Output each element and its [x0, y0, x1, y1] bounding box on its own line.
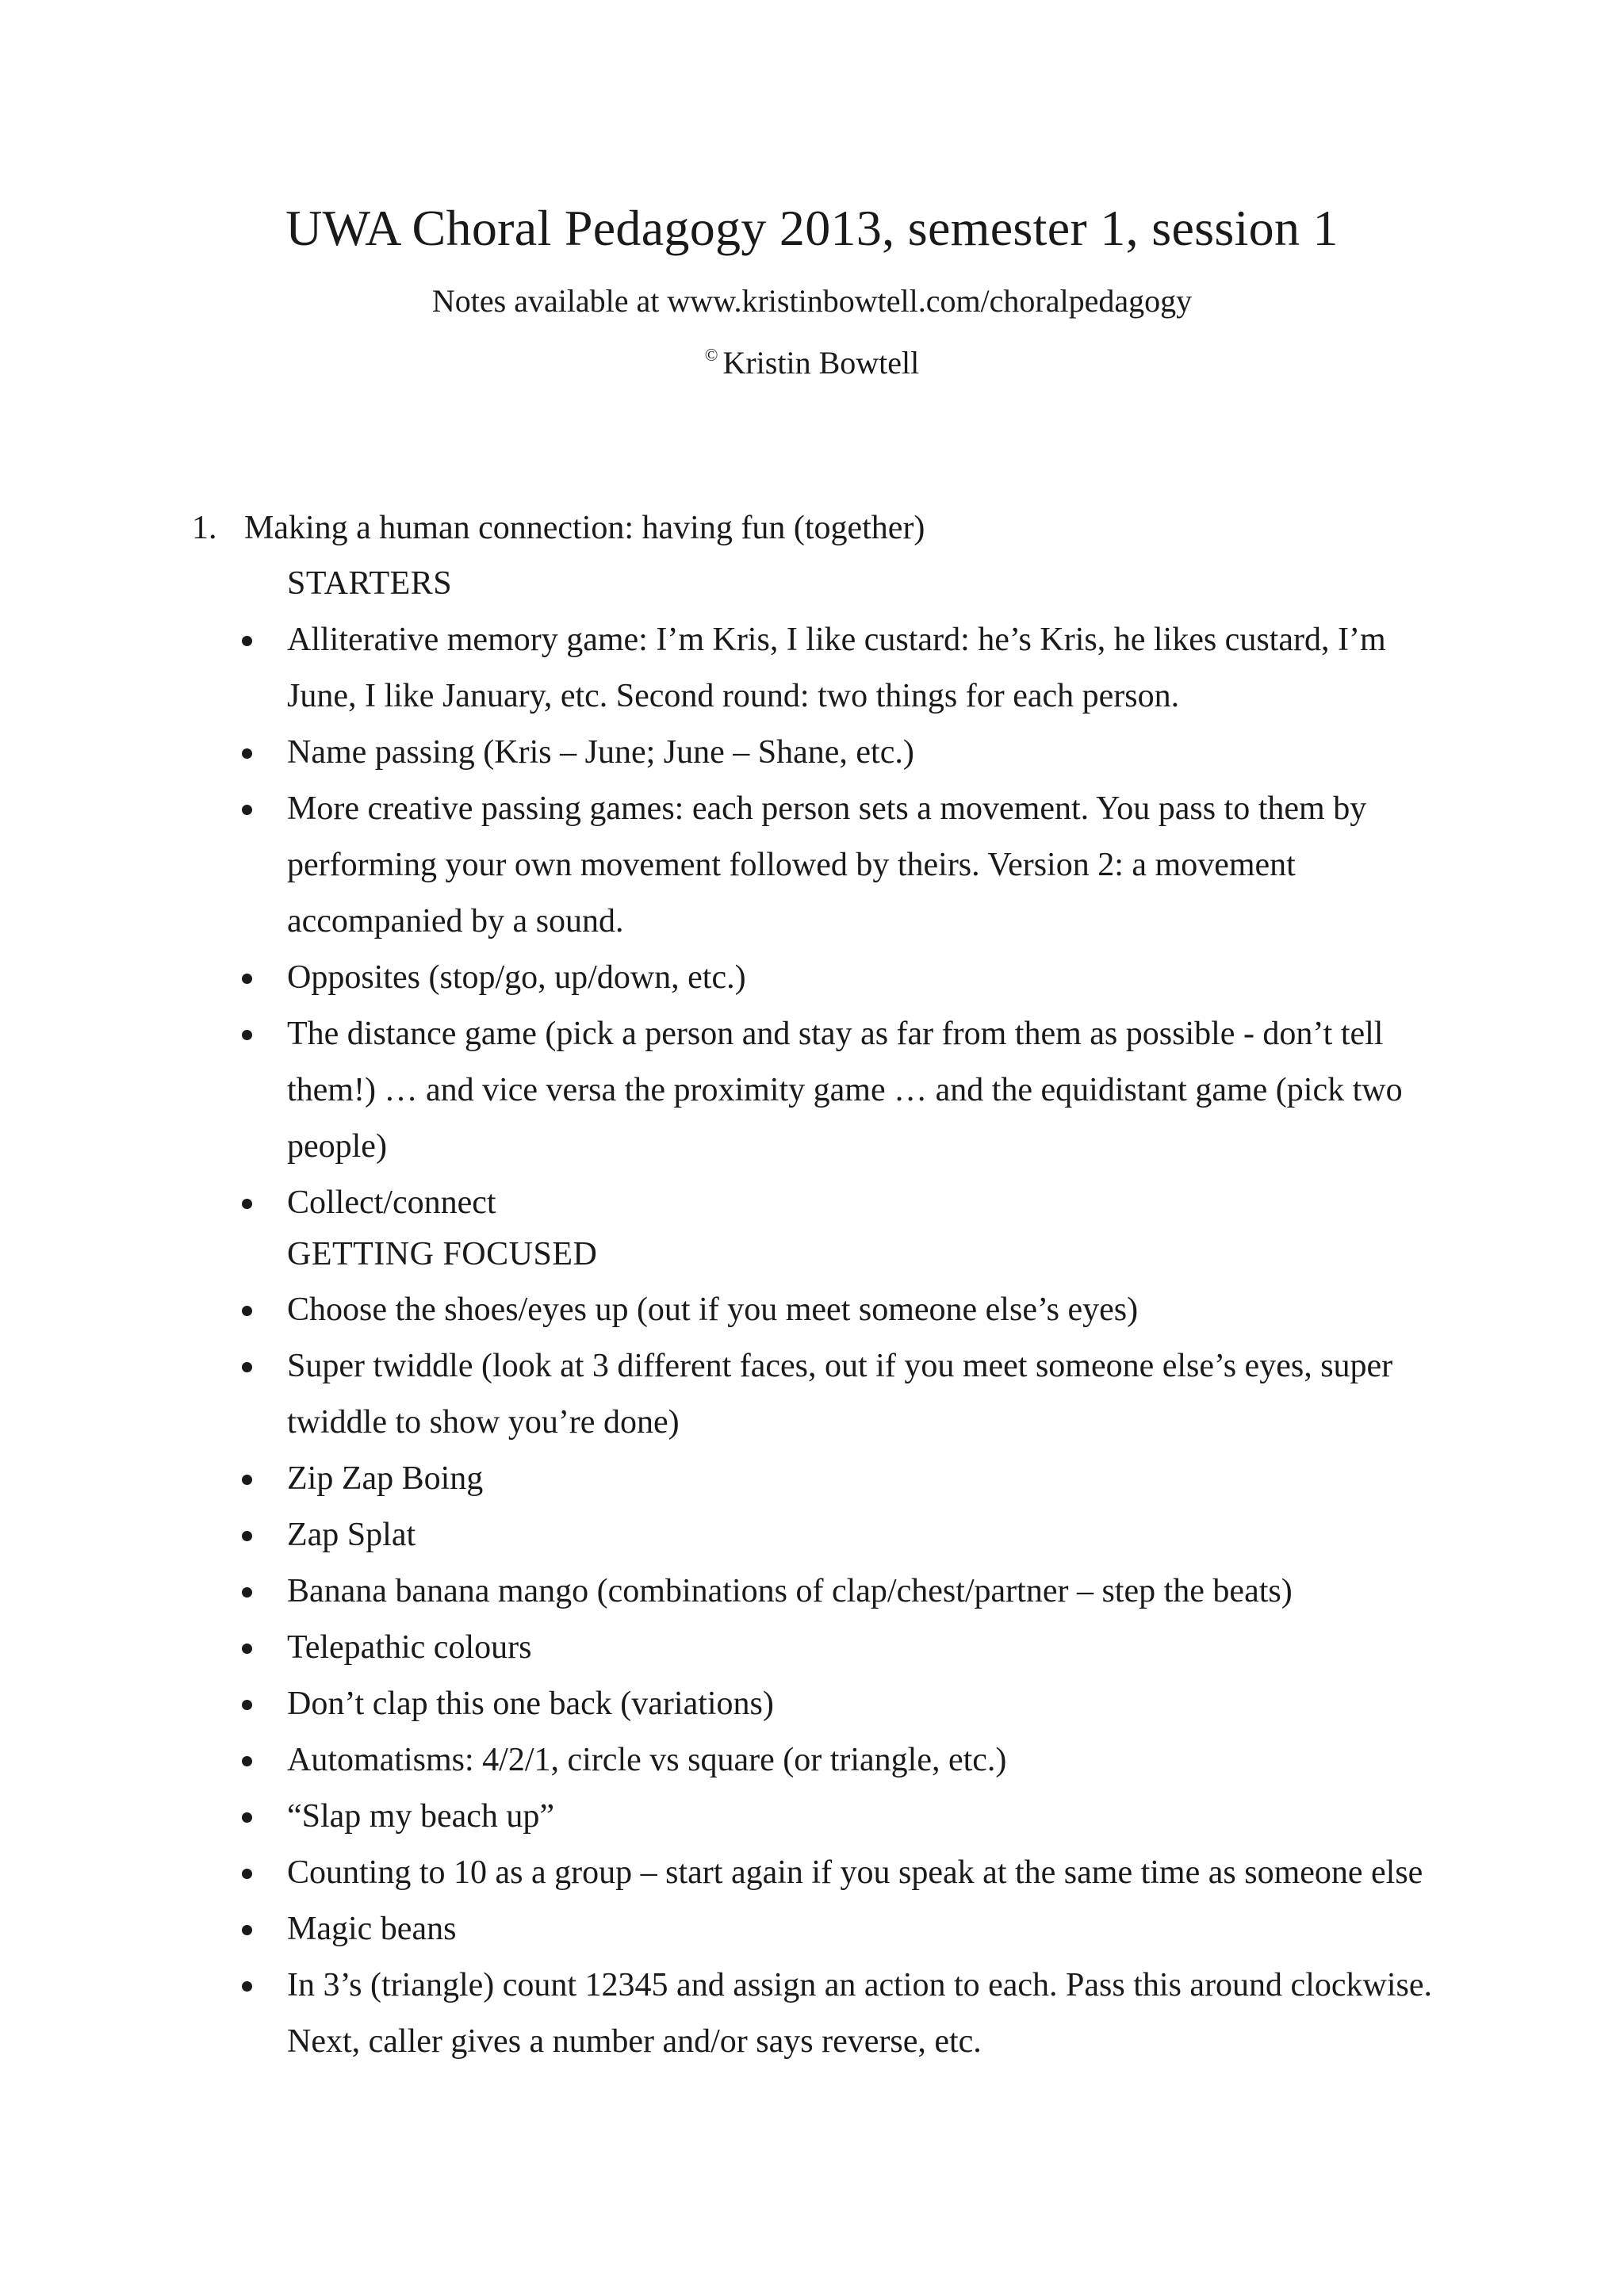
getting-focused-heading: GETTING FOCUSED	[287, 1236, 598, 1272]
list-item-text: Automatisms: 4/2/1, circle vs square (or triangle, etc.)	[287, 1742, 1007, 1778]
list-item	[287, 1732, 1453, 1789]
bullet-icon	[242, 1306, 252, 1316]
list-item	[287, 1338, 1453, 1451]
list-item-text: Super twiddle (look at 3 different faces, out if you meet someone else’s eyes, super twiddle to show you’re done)	[287, 1348, 1393, 1441]
starters-heading: STARTERS	[287, 565, 453, 602]
bullet-icon	[242, 1981, 252, 1992]
list-item	[287, 725, 1453, 781]
list-item	[287, 1845, 1453, 1901]
list-item-text: Collect/connect	[287, 1184, 496, 1221]
bullet-icon	[242, 1700, 252, 1710]
bullet-icon	[242, 1362, 252, 1372]
list-item	[287, 1282, 1453, 1338]
list-item	[287, 1901, 1453, 1957]
list-item	[287, 1563, 1453, 1620]
bullet-icon	[242, 1030, 252, 1040]
copyright-line	[0, 333, 1624, 385]
list-item-text: Zip Zap Boing	[287, 1460, 484, 1497]
bullet-icon	[242, 974, 252, 984]
starters-list	[287, 612, 1453, 1231]
list-item-text: Don’t clap this one back (variations)	[287, 1686, 774, 1722]
list-item	[287, 1175, 1453, 1231]
list-item	[287, 612, 1453, 725]
list-item-text: Name passing (Kris – June; June – Shane, etc.)	[287, 734, 914, 771]
list-item-text: Magic beans	[287, 1911, 457, 1947]
section-heading	[192, 499, 925, 557]
list-item-text: In 3’s (triangle) count 12345 and assign an action to each. Pass this around clockwise. Next, caller gives a number and/or says reverse, etc.	[287, 1967, 1432, 2060]
bullet-icon	[242, 1756, 252, 1766]
bullet-icon	[242, 1531, 252, 1541]
author-name: Kristin Bowtell	[722, 345, 920, 381]
list-item	[287, 950, 1453, 1006]
bullet-icon	[242, 636, 252, 646]
section-title: Making a human connection: having fun (together)	[244, 510, 925, 546]
list-item	[287, 781, 1453, 950]
list-item-text: Telepathic colours	[287, 1629, 532, 1666]
getting-focused-list	[287, 1282, 1453, 2070]
bullet-icon	[242, 1199, 252, 1209]
bullet-icon	[242, 1475, 252, 1485]
list-item-text: Opposites (stop/go, up/down, etc.)	[287, 959, 746, 996]
list-item-text: Banana banana mango (combinations of clap/chest/partner – step the beats)	[287, 1573, 1293, 1609]
list-item	[287, 1789, 1453, 1845]
list-item	[287, 1957, 1453, 2070]
list-item	[287, 1006, 1453, 1175]
list-item-text: More creative passing games: each person sets a movement. You pass to them by performing your own movement followed by theirs. Version 2: a movement accompanied by a sound.	[287, 790, 1367, 939]
list-item-text: “Slap my beach up”	[287, 1798, 555, 1835]
bullet-icon	[242, 1925, 252, 1935]
list-item	[287, 1451, 1453, 1507]
list-item	[287, 1507, 1453, 1563]
bullet-icon	[242, 1869, 252, 1879]
notes-subtitle: Notes available at www.kristinbowtell.com/choralpedagogy	[431, 283, 1193, 319]
page-title: UWA Choral Pedagogy 2013, semester 1, session 1	[285, 200, 1339, 256]
bullet-icon	[242, 1587, 252, 1598]
bullet-icon	[242, 748, 252, 759]
list-item	[287, 1676, 1453, 1732]
bullet-icon	[242, 1812, 252, 1823]
list-item-text: Choose the shoes/eyes up (out if you meet someone else’s eyes)	[287, 1292, 1139, 1328]
list-item-text: Zap Splat	[287, 1517, 416, 1553]
list-item-text: Alliterative memory game: I’m Kris, I like custard: he’s Kris, he likes custard, I’m June, I like January, etc. Second round: two things for each person.	[287, 622, 1386, 714]
copyright-symbol: ©	[704, 345, 718, 365]
list-item	[287, 1620, 1453, 1676]
bullet-icon	[242, 1644, 252, 1654]
list-item-text: The distance game (pick a person and stay as far from them as possible - don’t tell them!) … and vice versa the proximity game … and the equidistant game (pick two people)	[287, 1016, 1403, 1165]
bullet-icon	[242, 805, 252, 815]
section-number: 1.	[192, 510, 217, 546]
list-item-text: Counting to 10 as a group – start again if you speak at the same time as someone else	[287, 1854, 1423, 1891]
